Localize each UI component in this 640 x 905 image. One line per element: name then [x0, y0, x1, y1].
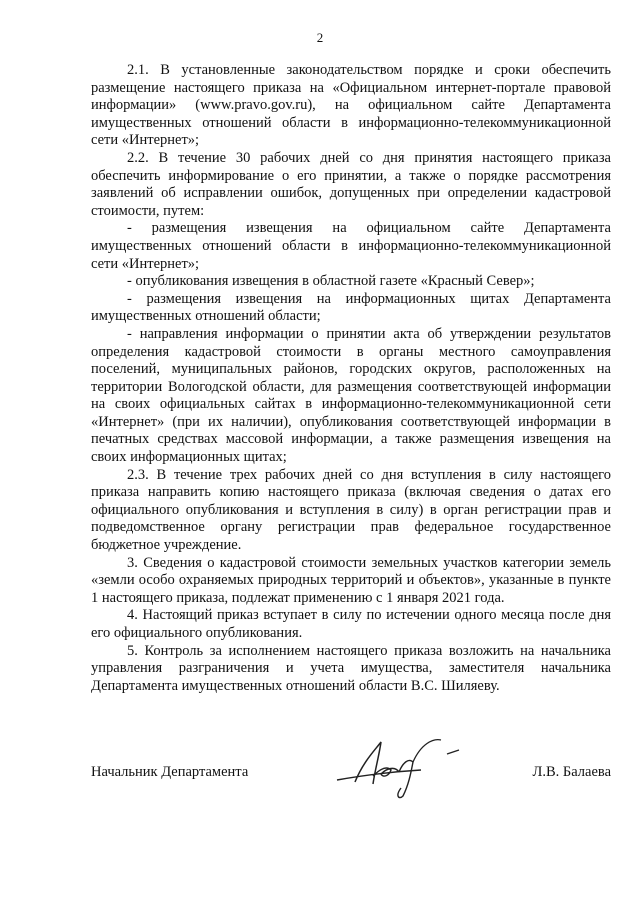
- page-number: 2: [316, 30, 324, 45]
- clause-4: 4. Настоящий приказ вступает в силу по истечении одного месяца после дня его официального опубликования.: [91, 607, 611, 641]
- clause-5: 5. Контроль за исполнением настоящего приказа возложить на начальника управления разграничения и учета имущества, заместителя начальника Департамента имущественных отношений области В.С. Шиляеву.: [91, 642, 611, 694]
- signer-position: Начальник Департамента: [91, 764, 249, 780]
- clause-3: 3. Сведения о кадастровой стоимости земельных участков категории земель «земли особо охраняемых природных территорий и объектов», указанные в пункте 1 настоящего приказа, подлежат применению с 1 января 2021 года.: [91, 554, 611, 606]
- signature-block: [91, 752, 611, 802]
- signer-name: Л.В. Балаева: [532, 764, 611, 780]
- document-body: [91, 62, 611, 695]
- clause-2-1: 2.1. В установленные законодательством порядке и сроки обеспечить размещение настоящего приказа на «Официальном интернет-портале правовой информации» (www.pravo.gov.ru), на официальном сайте Департамента имущественных отношений области в информационно-телекоммуникационной сети «Интернет»;: [91, 62, 611, 149]
- list-item-boards: - размещения извещения на информационных щитах Департамента имущественных отношений области;: [91, 290, 611, 325]
- list-item-website: - размещения извещения на официальном сайте Департамента имущественных отношений области в информационно-телекоммуникационной сети «Интернет»;: [91, 220, 611, 272]
- clause-2-2: 2.2. В течение 30 рабочих дней со дня принятия настоящего приказа обеспечить информирование о его принятии, а также о порядке рассмотрения заявлений об исправлении ошибок, допущенных при определении кадастровой стоимости, путем:: [91, 149, 611, 219]
- handwritten-signature: [329, 732, 469, 802]
- list-item-newspaper: - опубликования извещения в областной газете «Красный Север»;: [127, 273, 535, 290]
- clause-2-3: 2.3. В течение трех рабочих дней со дня вступления в силу настоящего приказа направить копию настоящего приказа (включая сведения о датах его официального опубликования и вступления в силу) в орган регистрации прав и подведомственное органу регистрации прав федеральное государственное бюджетное учреждение.: [91, 466, 611, 554]
- list-item-local-authorities: - направления информации о принятии акта об утверждении результатов определения кадастровой стоимости в органы местного самоуправления поселений, муниципальных районов, городских округов, расположенных на территории Вологодской области, для размещения соответствующей информации на своих официальных сайтах в информационно-телекоммуникационной сети «Интернет» (при их наличии), опубликования соответствующей информации в печатных средствах массовой информации, а также размещения извещения на своих информационных щитах;: [91, 325, 611, 466]
